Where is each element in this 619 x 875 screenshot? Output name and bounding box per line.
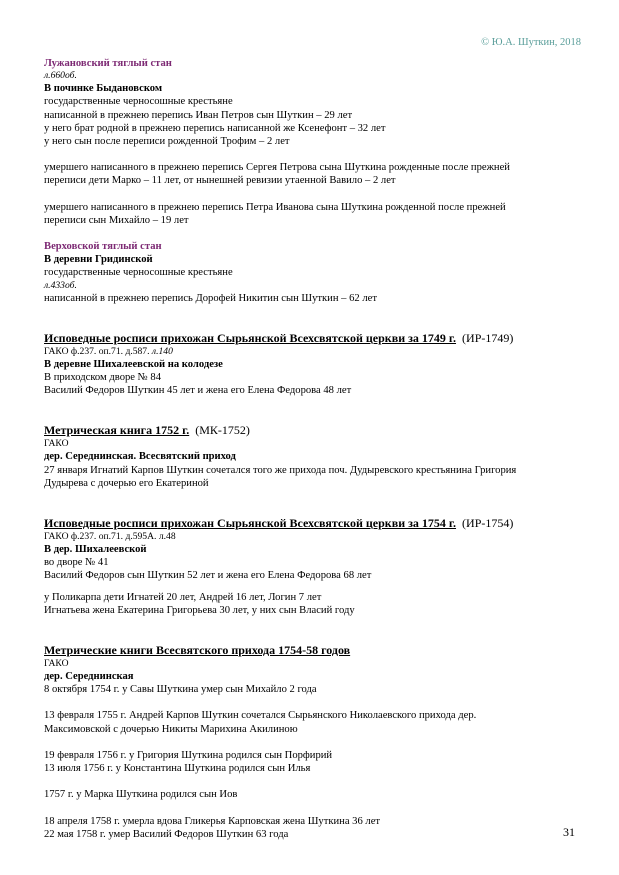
text-line: 19 февраля 1756 г. у Григория Шуткина родился сын Порфирий — [44, 749, 333, 761]
place-heading: В деревне Шихалеевской на колодезе — [44, 358, 223, 370]
record-title: Исповедные росписи прихожан Сырьянской Всехсвятской церкви за 1749 г. — [44, 330, 457, 345]
section-title: Верховской тяглый стан — [44, 241, 162, 253]
text-line: у Поликарпа дети Игнатей 20 лет, Андрей 16 лет, Логин 7 лет — [44, 591, 322, 603]
record-code: (ИР-1754) — [462, 516, 514, 531]
sheet-reference: л.433об. — [44, 279, 77, 291]
text-line: во дворе № 41 — [44, 557, 109, 569]
archive-reference: ГАКО — [44, 438, 69, 450]
place-heading: В деревни Гридинской — [44, 254, 153, 266]
place-heading: дер. Середнинская. Всесвятский приход — [44, 451, 236, 463]
text-line: 22 мая 1758 г. умер Василий Федоров Шуткин 63 года — [44, 828, 289, 840]
sheet-reference: л.660об. — [44, 70, 77, 82]
section-title: Лужановский тяглый стан — [44, 58, 172, 69]
text-line: Дудырева с дочерью его Екатериной — [44, 477, 209, 489]
text-line: 1757 г. у Марка Шуткина родился сын Иов — [44, 789, 238, 801]
text-line: у него брат родной в прежнею перепись написанной же Ксенефонт – 32 лет — [44, 122, 386, 134]
text-line: написанной в прежнею перепись Дорофей Никитин сын Шуткин – 62 лет — [44, 292, 377, 304]
text-line: 8 октября 1754 г. у Савы Шуткина умер сын Михайло 2 года — [44, 684, 317, 696]
sheet-reference: л.140 — [151, 345, 173, 357]
place-heading: дер. Середнинская — [44, 671, 134, 683]
text-line: 13 февраля 1755 г. Андрей Карпов Шуткин сочетался Сырьянского Николаевского прихода дер. — [44, 710, 477, 722]
text-line: В приходском дворе № 84 — [44, 372, 161, 384]
text-line: 13 июля 1756 г. у Константина Шуткина родился сын Илья — [44, 763, 311, 775]
record-heading — [44, 516, 584, 531]
place-heading: В починке Быдановском — [44, 83, 163, 95]
text-line: Василий Федоров сын Шуткин 52 лет и жена его Елена Федорова 68 лет — [44, 570, 372, 582]
record-title: Исповедные росписи прихожан Сырьянской Всехсвятской церкви за 1754 г. — [44, 516, 457, 531]
text-line: у него сын после переписи рожденной Трофим – 2 лет — [44, 136, 290, 148]
record-code: (ИР-1749) — [462, 330, 514, 345]
archive-reference: ГАКО ф.237. оп.71. д.595А. л.48 — [44, 531, 176, 543]
record-heading — [44, 423, 584, 438]
copyright-notice: © Ю.А. Шуткин, 2018 — [481, 37, 581, 48]
text-line: 27 января Игнатий Карпов Шуткин сочетался того же прихода поч. Дудыревского крестьянина Григория — [44, 464, 517, 476]
record-title: Метрические книги Всесвятского прихода 1754-58 годов — [44, 643, 351, 658]
record-heading — [44, 331, 584, 346]
page-number: 31 — [563, 825, 575, 839]
record-code: (МК-1752) — [195, 423, 250, 438]
record-heading — [44, 643, 584, 658]
text-line: 18 апреля 1758 г. умерла вдова Гликерья Карповская жена Шуткина 36 лет — [44, 815, 381, 827]
text-line: Максимовской с дочерью Никиты Марихина Акилиною — [44, 723, 298, 735]
archive-reference: ГАКО — [44, 658, 69, 670]
text-line: умершего написанного в прежнею перепись Сергея Петрова сына Шуткина рожденные после прежней — [44, 162, 510, 174]
text-line: умершего написанного в прежнею перепись Петра Иванова сына Шуткина рожденной после прежней — [44, 201, 506, 213]
text-line: написанной в прежнею перепись Иван Петров сын Шуткин – 29 лет — [44, 109, 353, 121]
text-line: переписи дети Марко – 11 лет, от нынешней ревизии утаенной Вавило – 2 лет — [44, 175, 396, 187]
text-line: переписи сын Михайло – 19 лет — [44, 214, 189, 226]
document-body — [44, 57, 584, 841]
text-line: государственные черносошные крестьяне — [44, 96, 233, 108]
archive-reference: ГАКО ф.237. оп.71. д.587. л.140 — [44, 345, 173, 357]
text-line: Игнатьева жена Екатерина Григорьева 30 лет, у них сын Власий году — [44, 604, 355, 616]
place-heading: В дер. Шихалеевской — [44, 544, 147, 556]
text-line: Василий Федоров Шуткин 45 лет и жена его Елена Федорова 48 лет — [44, 385, 352, 397]
record-title: Метрическая книга 1752 г. — [44, 423, 190, 438]
text-line: государственные черносошные крестьяне — [44, 267, 233, 279]
